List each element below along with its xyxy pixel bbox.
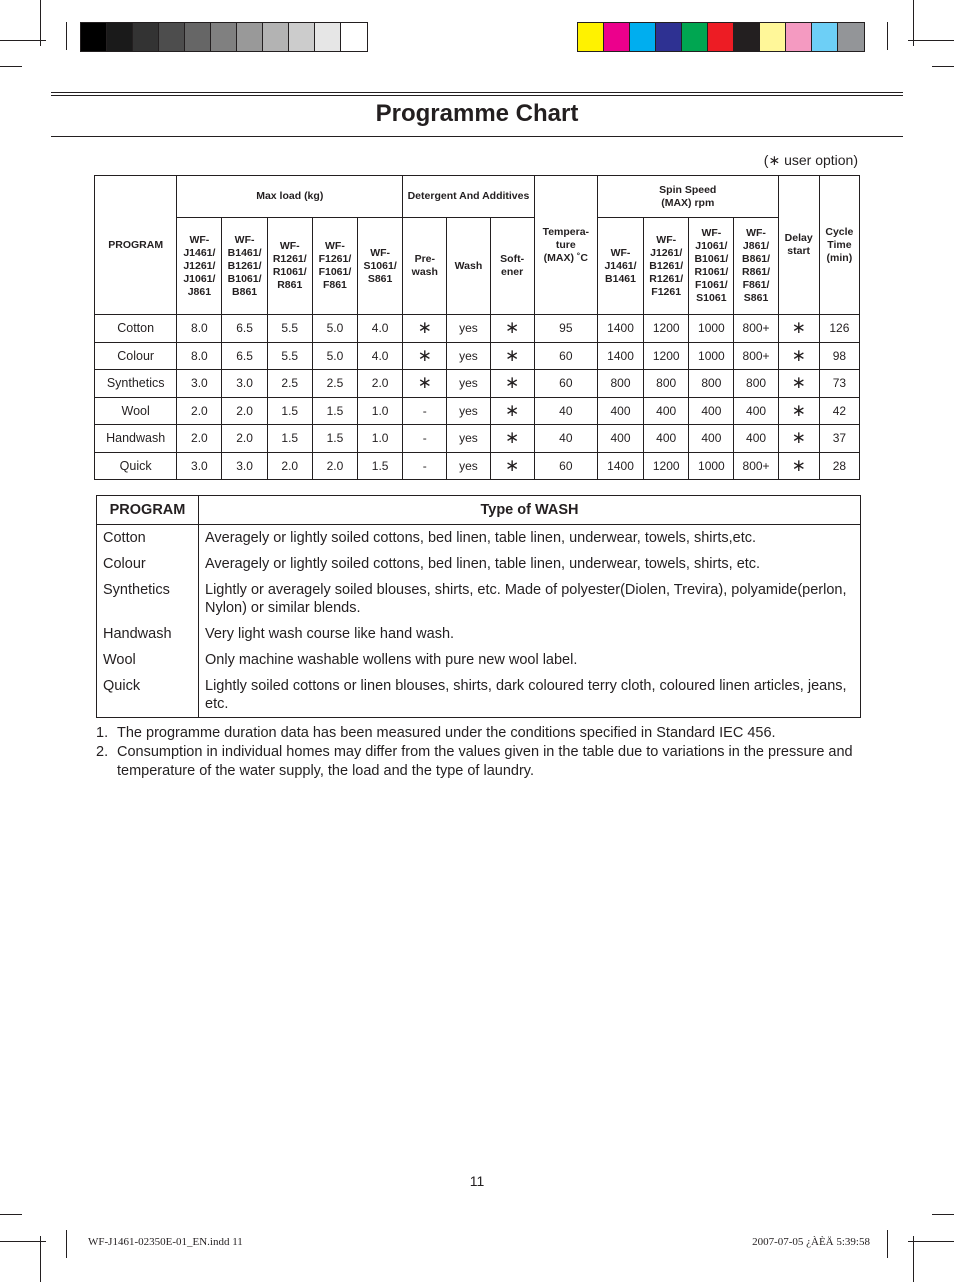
header-spin-model-label: WF- J1261/ B1261/ R1261/ F1261: [649, 233, 684, 298]
wash-row: [97, 673, 860, 717]
table-cell: 400: [597, 397, 643, 425]
color-swatch: [812, 23, 838, 51]
header-spin-model-label: WF- J1061/ B1061/ R1061/ F1061/ S1061: [694, 227, 729, 304]
table-cell: 2.0: [177, 397, 222, 425]
table-cell: 1000: [689, 315, 734, 343]
program-name-cell: Handwash: [95, 425, 177, 453]
table-cell: 3.0: [177, 370, 222, 398]
table-cell: 400: [597, 425, 643, 453]
grayscale-swatch-strip: [80, 22, 368, 52]
header-load-model-label: WF- B1461/ B1261/ B1061/ B861: [227, 233, 262, 298]
table-cell: 5.5: [267, 342, 312, 370]
table-row: [95, 370, 860, 398]
header-spin-model-label: WF- J861/ B861/ R861/ F861/ S861: [742, 227, 771, 304]
color-swatch: [656, 23, 682, 51]
wash-row: [97, 525, 860, 552]
header-spin-model: [597, 218, 643, 315]
header-detergent-col: [403, 218, 447, 315]
color-swatch: [838, 23, 864, 51]
color-swatch: [760, 23, 786, 51]
table-cell: 1400: [597, 342, 643, 370]
gray-swatch: [185, 23, 211, 51]
table-cell: 6.5: [222, 342, 267, 370]
program-name-cell: Wool: [95, 397, 177, 425]
table-cell: 800: [597, 370, 643, 398]
color-swatch: [682, 23, 708, 51]
table-cell: 73: [819, 370, 859, 398]
table-cell: yes: [447, 315, 490, 343]
programme-chart-table: [94, 175, 860, 480]
header-detergent-col-label: Soft- ener: [500, 253, 525, 278]
table-cell: 4.0: [358, 342, 403, 370]
header-spin-model: [734, 218, 778, 315]
crop-mark: [887, 1230, 888, 1258]
table-cell: yes: [447, 370, 490, 398]
table-cell: 8.0: [177, 342, 222, 370]
wash-program-cell: Handwash: [97, 621, 199, 647]
table-cell: 1200: [644, 452, 689, 480]
wash-description-cell: Lightly soiled cottons or linen blouses, shirts, dark coloured terry cloth, coloured linen articles, jeans, etc.: [205, 678, 847, 712]
table-cell: 28: [819, 452, 859, 480]
gray-swatch: [159, 23, 185, 51]
gray-swatch: [289, 23, 315, 51]
wash-row: [97, 551, 860, 577]
crop-mark: [932, 1214, 954, 1215]
table-cell: -: [403, 397, 447, 425]
table-cell: 5.5: [267, 315, 312, 343]
table-cell: 1.5: [267, 397, 312, 425]
header-max-load: Max load (kg): [177, 176, 403, 218]
gray-swatch: [263, 23, 289, 51]
table-cell: yes: [447, 397, 490, 425]
table-cell: ∗: [403, 342, 447, 370]
table-cell: 400: [689, 425, 734, 453]
crop-mark: [66, 1230, 67, 1258]
table-cell: 60: [534, 452, 597, 480]
table-cell: 2.5: [267, 370, 312, 398]
table-cell: 40: [534, 397, 597, 425]
crop-mark: [0, 1241, 46, 1242]
wash-row: [97, 621, 860, 647]
table-cell: ∗: [403, 370, 447, 398]
program-name-cell: Colour: [95, 342, 177, 370]
wash-description-cell: Averagely or lightly soiled cottons, bed linen, table linen, underwear, towels, shirts, etc.: [205, 556, 761, 572]
program-name-cell: Quick: [95, 452, 177, 480]
gray-swatch: [341, 23, 367, 51]
table-cell: 2.5: [312, 370, 357, 398]
table-row: [95, 425, 860, 453]
table-cell: 2.0: [358, 370, 403, 398]
table-cell: 800+: [734, 342, 778, 370]
header-delay-start-label: Delay start: [784, 232, 813, 257]
header-cycle-time: [819, 176, 859, 315]
table-cell: yes: [447, 425, 490, 453]
table-cell: 1.0: [358, 425, 403, 453]
header-delay-start: [778, 176, 819, 315]
header-detergent-col: [447, 218, 490, 315]
user-option-note: (∗ user option): [763, 152, 858, 168]
table-cell: 60: [534, 370, 597, 398]
table-cell: 4.0: [358, 315, 403, 343]
wash-header-program: PROGRAM: [97, 496, 199, 525]
header-load-model-label: WF- S1061/ S861: [363, 246, 397, 285]
table-cell: 8.0: [177, 315, 222, 343]
table-cell: ∗: [778, 315, 819, 343]
table-cell: 1.5: [358, 452, 403, 480]
crop-mark: [908, 40, 954, 41]
color-swatch: [578, 23, 604, 51]
table-row: [95, 342, 860, 370]
header-load-model: [312, 218, 357, 315]
header-spin-speed-label: Spin Speed (MAX) rpm: [659, 183, 717, 209]
program-name-cell: Synthetics: [95, 370, 177, 398]
table-cell: ∗: [778, 452, 819, 480]
gray-swatch: [315, 23, 341, 51]
header-program: PROGRAM: [95, 176, 177, 315]
header-cycle-time-label: Cycle Time (min): [825, 225, 854, 264]
crop-mark: [0, 40, 46, 41]
table-cell: -: [403, 452, 447, 480]
color-swatch: [604, 23, 630, 51]
crop-mark: [66, 22, 67, 50]
table-cell: ∗: [778, 342, 819, 370]
table-cell: ∗: [490, 370, 534, 398]
footnotes: [96, 724, 860, 781]
table-cell: 3.0: [177, 452, 222, 480]
header-detergent: Detergent And Additives: [403, 176, 534, 218]
table-cell: 1200: [644, 315, 689, 343]
table-cell: 2.0: [312, 452, 357, 480]
crop-mark: [40, 1236, 41, 1282]
program-name-cell: Cotton: [95, 315, 177, 343]
table-cell: ∗: [778, 425, 819, 453]
table-row: [95, 452, 860, 480]
wash-row: [97, 647, 860, 673]
title-rule-bottom: [51, 136, 903, 137]
crop-mark: [913, 1236, 914, 1282]
table-cell: 1.5: [312, 397, 357, 425]
table-cell: 60: [534, 342, 597, 370]
header-spin-speed: [597, 176, 778, 218]
table-cell: 1000: [689, 342, 734, 370]
header-load-model: [358, 218, 403, 315]
table-cell: 2.0: [222, 425, 267, 453]
footnote-number: 1.: [96, 725, 109, 741]
table-cell: ∗: [778, 397, 819, 425]
table-cell: ∗: [490, 315, 534, 343]
table-cell: 2.0: [267, 452, 312, 480]
table-cell: 400: [734, 425, 778, 453]
table-cell: 1400: [597, 315, 643, 343]
wash-program-cell: Quick: [97, 673, 199, 717]
table-cell: 1400: [597, 452, 643, 480]
crop-mark: [887, 22, 888, 50]
table-cell: 98: [819, 342, 859, 370]
wash-description-cell: Very light wash course like hand wash.: [205, 626, 455, 642]
table-cell: ∗: [490, 397, 534, 425]
table-cell: 400: [644, 397, 689, 425]
footnote: [96, 743, 860, 781]
crop-mark: [908, 1241, 954, 1242]
header-detergent-col-label: Wash: [454, 259, 483, 272]
footnote-number: 2.: [96, 744, 109, 760]
crop-mark: [932, 66, 954, 67]
header-load-model: [177, 218, 222, 315]
color-swatch: [708, 23, 734, 51]
wash-program-cell: Colour: [97, 551, 199, 577]
wash-program-cell: Synthetics: [97, 577, 199, 621]
table-cell: 1.5: [312, 425, 357, 453]
header-load-model: [222, 218, 267, 315]
footnote-text: Consumption in individual homes may differ from the values given in the table due to variations in the pressure and temperature of the water supply, the load and the type of laundry.: [117, 744, 853, 779]
table-cell: 800: [644, 370, 689, 398]
table-cell: ∗: [490, 452, 534, 480]
header-temperature: [534, 176, 597, 315]
table-cell: 800+: [734, 315, 778, 343]
header-load-model-label: WF- J1461/ J1261/ J1061/ J861: [183, 233, 216, 298]
gray-swatch: [237, 23, 263, 51]
header-temperature-label: Tempera- ture (MAX) ˚C: [542, 225, 590, 264]
table-cell: 126: [819, 315, 859, 343]
header-spin-model: [644, 218, 689, 315]
color-swatch: [630, 23, 656, 51]
table-cell: 800: [734, 370, 778, 398]
crop-mark: [0, 1214, 22, 1215]
slug-timestamp: 2007-07-05 ¿ÀÈÄ 5:39:58: [752, 1236, 870, 1248]
table-cell: 800: [689, 370, 734, 398]
table-cell: 400: [644, 425, 689, 453]
table-cell: 5.0: [312, 315, 357, 343]
wash-description-cell: Only machine washable wollens with pure new wool label.: [205, 652, 578, 668]
table-cell: 40: [534, 425, 597, 453]
page-title: Programme Chart: [375, 100, 579, 127]
table-cell: ∗: [778, 370, 819, 398]
wash-header-type: Type of WASH: [199, 496, 861, 525]
table-cell: ∗: [403, 315, 447, 343]
gray-swatch: [133, 23, 159, 51]
table-cell: 95: [534, 315, 597, 343]
color-swatch-strip: [577, 22, 865, 52]
wash-type-table: [96, 495, 861, 718]
table-cell: 1200: [644, 342, 689, 370]
color-swatch: [734, 23, 760, 51]
footnote: [96, 724, 860, 743]
crop-mark: [0, 66, 22, 67]
wash-row: [97, 577, 860, 621]
table-cell: 42: [819, 397, 859, 425]
header-load-model: [267, 218, 312, 315]
table-cell: 400: [734, 397, 778, 425]
header-spin-model-label: WF- J1461/ B1461: [604, 246, 637, 285]
table-row: [95, 397, 860, 425]
header-load-model-label: WF- F1261/ F1061/ F861: [318, 240, 352, 291]
header-detergent-col: [490, 218, 534, 315]
wash-program-cell: Wool: [97, 647, 199, 673]
title-rule-top: [51, 92, 903, 96]
table-cell: 1.0: [358, 397, 403, 425]
table-row: [95, 315, 860, 343]
table-cell: ∗: [490, 342, 534, 370]
table-cell: 5.0: [312, 342, 357, 370]
footnote-text: The programme duration data has been measured under the conditions specified in Standard IEC 456.: [117, 725, 776, 741]
header-detergent-col-label: Pre- wash: [411, 253, 438, 278]
page-number: 11: [469, 1173, 485, 1189]
gray-swatch: [107, 23, 133, 51]
table-cell: 1.5: [267, 425, 312, 453]
color-swatch: [786, 23, 812, 51]
header-load-model-label: WF- R1261/ R1061/ R861: [272, 240, 307, 291]
table-cell: 2.0: [222, 397, 267, 425]
slug-filename: WF-J1461-02350E-01_EN.indd 11: [88, 1236, 243, 1248]
table-cell: 400: [689, 397, 734, 425]
table-cell: 3.0: [222, 370, 267, 398]
table-cell: 3.0: [222, 452, 267, 480]
gray-swatch: [211, 23, 237, 51]
wash-program-cell: Cotton: [97, 525, 199, 552]
table-cell: 1000: [689, 452, 734, 480]
gray-swatch: [81, 23, 107, 51]
table-cell: yes: [447, 342, 490, 370]
table-cell: 6.5: [222, 315, 267, 343]
table-cell: 800+: [734, 452, 778, 480]
table-cell: yes: [447, 452, 490, 480]
table-cell: 37: [819, 425, 859, 453]
table-cell: -: [403, 425, 447, 453]
table-cell: 2.0: [177, 425, 222, 453]
table-cell: ∗: [490, 425, 534, 453]
wash-description-cell: Lightly or averagely soiled blouses, shirts, etc. Made of polyester(Diolen, Trevira), polyamide(perlon, Nylon) or similar blends.: [205, 582, 847, 616]
header-spin-model: [689, 218, 734, 315]
wash-description-cell: Averagely or lightly soiled cottons, bed linen, table linen, underwear, towels, shirts,etc.: [205, 530, 757, 546]
